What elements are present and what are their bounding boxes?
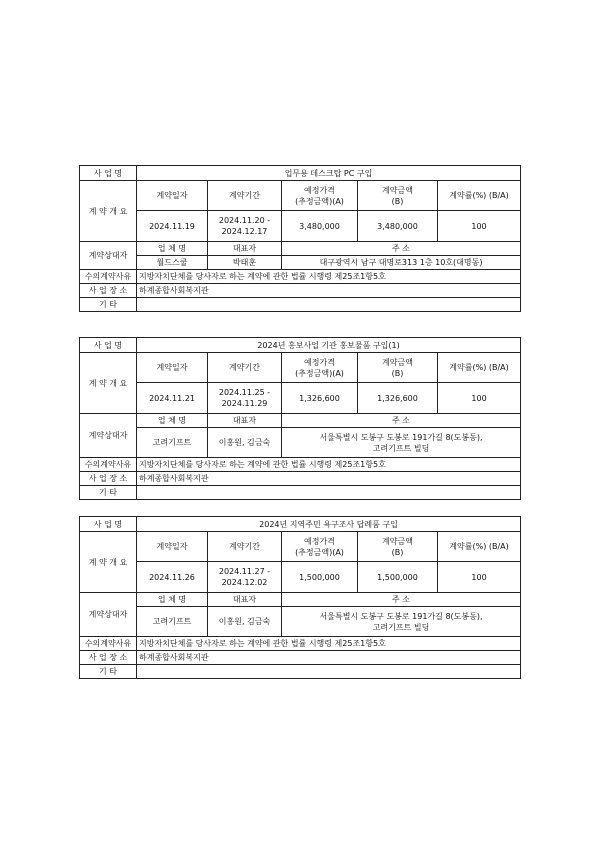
contract-period-header: 계약기간 xyxy=(208,353,282,383)
reason-label: 수의계약사유 xyxy=(80,270,137,284)
project-name: 업무용 데스크탑 PC 구입 xyxy=(137,166,521,181)
representative-header: 대표자 xyxy=(208,242,282,256)
contract-rate: 100 xyxy=(438,383,521,414)
contract-rate-header: 계약률(%) (B/A) xyxy=(438,353,521,383)
contract-amount: 1,326,600 xyxy=(358,383,438,414)
representative-name: 이홍원, 김금숙 xyxy=(208,607,282,637)
company-header: 업 체 명 xyxy=(137,593,208,607)
contract-amount-header: 계약금액 (B) xyxy=(358,181,438,211)
reason-label: 수의계약사유 xyxy=(80,637,137,651)
address: 서울특별시 도봉구 도봉로 191가길 8(도봉동), 고려기프트 빌딩 xyxy=(282,428,521,458)
contract-amount: 3,480,000 xyxy=(358,211,438,242)
overview-label: 계 약 개 요 xyxy=(80,353,137,414)
etc xyxy=(137,486,521,500)
estimated-price: 3,480,000 xyxy=(282,211,358,242)
contract-date: 2024.11.21 xyxy=(137,383,208,414)
etc-label: 기 타 xyxy=(80,486,137,500)
contract-period: 2024.11.20 - 2024.12.17 xyxy=(208,211,282,242)
company-header: 업 체 명 xyxy=(137,242,208,256)
company-name: 고려기프트 xyxy=(137,428,208,458)
estimated-price: 1,500,000 xyxy=(282,562,358,593)
overview-label: 계 약 개 요 xyxy=(80,181,137,242)
contract-table-3 xyxy=(79,516,521,679)
contract-period: 2024.11.27 - 2024.12.02 xyxy=(208,562,282,593)
contract-amount-header: 계약금액 (B) xyxy=(358,353,438,383)
estimated-price-header: 예정가격 (추정금액)(A) xyxy=(282,532,358,562)
contract-date: 2024.11.19 xyxy=(137,211,208,242)
address: 대구광역시 남구 대명로313 1층 10호(대명동) xyxy=(282,256,521,270)
contract-period-header: 계약기간 xyxy=(208,532,282,562)
address-header: 주 소 xyxy=(282,593,521,607)
counterparty-label: 계약상대자 xyxy=(80,414,137,458)
contract-table-1 xyxy=(79,165,521,312)
contract-date: 2024.11.26 xyxy=(137,562,208,593)
estimated-price-header: 예정가격 (추정금액)(A) xyxy=(282,353,358,383)
address-header: 주 소 xyxy=(282,242,521,256)
representative-header: 대표자 xyxy=(208,593,282,607)
etc-label: 기 타 xyxy=(80,298,137,312)
reason: 지방자치단체를 당사자로 하는 계약에 관한 법률 시행령 제25조1항5호 xyxy=(137,637,521,651)
overview-label: 계 약 개 요 xyxy=(80,532,137,593)
project-name: 2024년 홍보사업 기관 홍보물품 구입(1) xyxy=(137,338,521,353)
contract-rate: 100 xyxy=(438,211,521,242)
location-label: 사 업 장 소 xyxy=(80,651,137,665)
address: 서울특별시 도봉구 도봉로 191가길 8(도봉동), 고려기프트 빌딩 xyxy=(282,607,521,637)
company-name: 고려기프트 xyxy=(137,607,208,637)
company-name: 월드스쿨 xyxy=(137,256,208,270)
project-name: 2024년 지역주민 욕구조사 답례품 구입 xyxy=(137,517,521,532)
project-label: 사 업 명 xyxy=(80,166,137,181)
location: 하계종합사회복지관 xyxy=(137,284,521,298)
contract-date-header: 계약일자 xyxy=(137,181,208,211)
location: 하계종합사회복지관 xyxy=(137,651,521,665)
counterparty-label: 계약상대자 xyxy=(80,242,137,270)
contract-period-header: 계약기간 xyxy=(208,181,282,211)
etc xyxy=(137,298,521,312)
contract-amount-header: 계약금액 (B) xyxy=(358,532,438,562)
contract-rate-header: 계약률(%) (B/A) xyxy=(438,181,521,211)
representative-header: 대표자 xyxy=(208,414,282,428)
contract-table-2 xyxy=(79,337,521,500)
project-label: 사 업 명 xyxy=(80,338,137,353)
reason: 지방자치단체를 당사자로 하는 계약에 관한 법률 시행령 제25조1항5호 xyxy=(137,458,521,472)
location: 하계종합사회복지관 xyxy=(137,472,521,486)
address-header: 주 소 xyxy=(282,414,521,428)
contract-date-header: 계약일자 xyxy=(137,353,208,383)
reason-label: 수의계약사유 xyxy=(80,458,137,472)
contract-period: 2024.11.25 - 2024.11.29 xyxy=(208,383,282,414)
representative-name: 이홍원, 김금숙 xyxy=(208,428,282,458)
estimated-price: 1,326,600 xyxy=(282,383,358,414)
representative-name: 박태훈 xyxy=(208,256,282,270)
reason: 지방자치단체를 당사자로 하는 계약에 관한 법률 시행령 제25조1항5호 xyxy=(137,270,521,284)
estimated-price-header: 예정가격 (추정금액)(A) xyxy=(282,181,358,211)
etc xyxy=(137,665,521,679)
location-label: 사 업 장 소 xyxy=(80,472,137,486)
etc-label: 기 타 xyxy=(80,665,137,679)
project-label: 사 업 명 xyxy=(80,517,137,532)
company-header: 업 체 명 xyxy=(137,414,208,428)
counterparty-label: 계약상대자 xyxy=(80,593,137,637)
contract-rate: 100 xyxy=(438,562,521,593)
contract-rate-header: 계약률(%) (B/A) xyxy=(438,532,521,562)
contract-amount: 1,500,000 xyxy=(358,562,438,593)
location-label: 사 업 장 소 xyxy=(80,284,137,298)
contract-date-header: 계약일자 xyxy=(137,532,208,562)
